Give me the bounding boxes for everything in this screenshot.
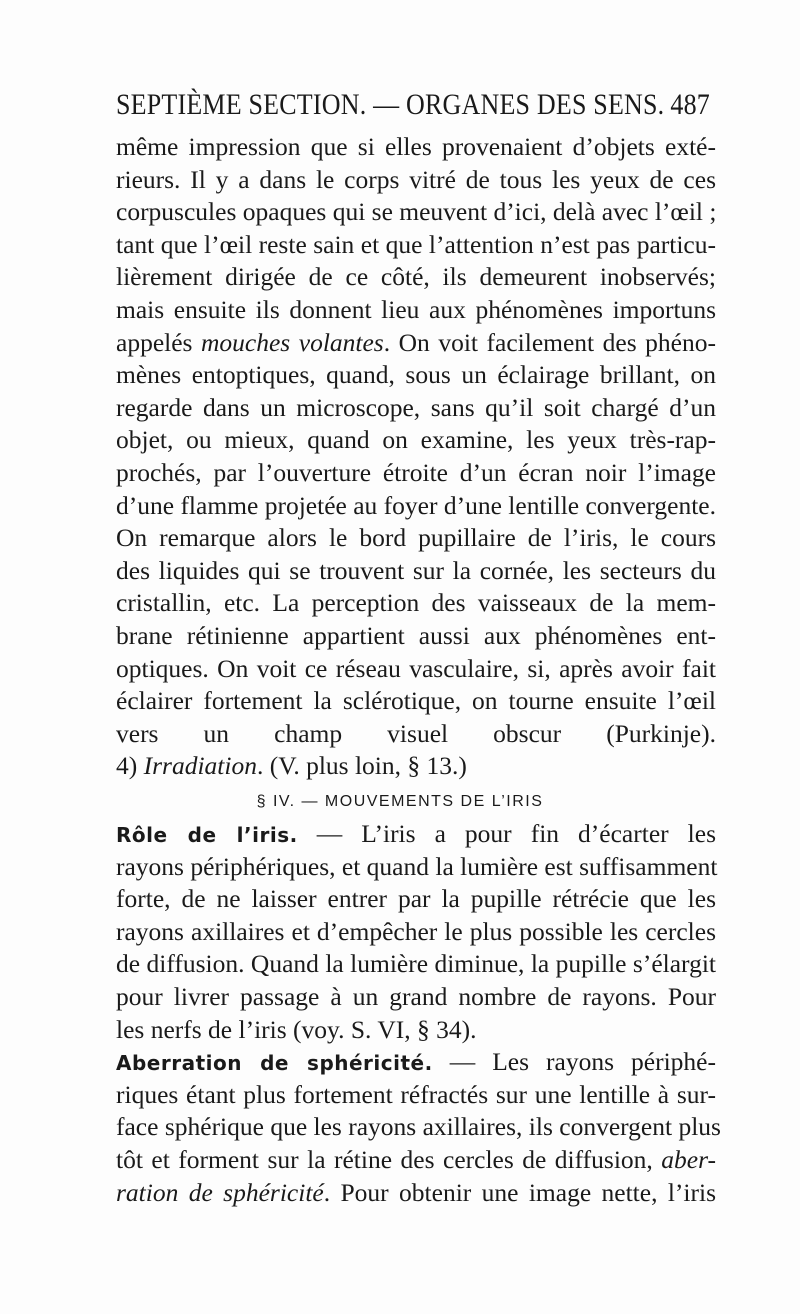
text-line: même impression que si elles provenaient d’objets exté- bbox=[116, 132, 716, 161]
run-in-heading: Rôle de l’iris. bbox=[116, 823, 298, 847]
text-line: éclairer fortement la sclérotique, on tourne ensuite l’œil bbox=[116, 686, 716, 716]
text-line: appelés mouches volantes. On voit facilement des phéno- bbox=[116, 327, 716, 357]
text-line: objet, ou mieux, quand on examine, les yeux très-rap- bbox=[116, 425, 716, 455]
aberration-lines bbox=[116, 1046, 721, 1209]
text-line: Aberration de sphéricité. — Les rayons périphé- bbox=[116, 1047, 716, 1077]
text-line: rieurs. Il y a dans le corps vitré de tous les yeux de ces bbox=[116, 164, 716, 194]
text-line: optiques. On voit ce réseau vasculaire, si, après avoir fait bbox=[116, 653, 716, 683]
paragraph-lines bbox=[116, 131, 716, 750]
text-line: ration de sphéricité. Pour obtenir une image nette, l’iris bbox=[116, 1177, 717, 1207]
page-number: 487 bbox=[670, 88, 710, 121]
text-line: de diffusion. Quand la lumière diminue, la pupille s’élargit bbox=[116, 949, 716, 979]
text-line: face sphérique que les rayons axillaires, ils convergent plus bbox=[116, 1112, 721, 1142]
text-line: mènes entoptiques, quand, sous un éclairage brillant, on bbox=[116, 360, 716, 390]
text-line: vers un champ visuel obscur (Purkinje). bbox=[116, 718, 716, 748]
text-line: forte, de ne laisser entrer par la pupille rétrécie que les bbox=[116, 884, 716, 914]
text-line: mais ensuite ils donnent lieu aux phénomènes importuns bbox=[116, 294, 716, 324]
item-reference: . (V. plus loin, § 13.) bbox=[256, 751, 467, 781]
text-line: rayons axillaires et d’empêcher le plus possible les cercles bbox=[116, 916, 716, 946]
text-line: riques étant plus fortement réfractés sur une lentille à sur- bbox=[116, 1079, 716, 1109]
text-line: corpuscules opaques qui se meuvent d’ici, delà avec l’œil ; bbox=[116, 197, 717, 227]
text-line: brane rétinienne appartient aussi aux phénomènes ent- bbox=[116, 620, 716, 650]
text-line: Rôle de l’iris. — L’iris a pour fin d’écarter les bbox=[116, 819, 716, 848]
run-in-heading: Aberration de sphéricité. bbox=[116, 1051, 433, 1076]
section-heading: § IV. — MOUVEMENTS DE L’IRIS bbox=[256, 793, 544, 810]
item-title: Irradiation bbox=[143, 751, 257, 781]
text-line: lièrement dirigée de ce côté, ils demeurent inobservés; bbox=[116, 262, 716, 292]
header-title: SEPTIÈME SECTION. — ORGANES DES SENS. bbox=[116, 88, 665, 121]
running-header bbox=[116, 88, 710, 126]
iris-lines bbox=[116, 818, 716, 1046]
text-line: les nerfs de l’iris (voy. S. VI, § 34). bbox=[116, 1014, 477, 1044]
item-irradiation bbox=[116, 750, 716, 783]
text-line: rayons périphériques, et quand la lumière est suffisamment bbox=[116, 851, 718, 881]
text-line: prochés, par l’ouverture étroite d’un écran noir l’image bbox=[116, 457, 716, 487]
text-line: tant que l’œil reste sain et que l’attention n’est pas particu- bbox=[116, 229, 716, 259]
paragraph-iris bbox=[116, 818, 721, 1209]
text-line: regarde dans un microscope, sans qu’il soit chargé d’un bbox=[116, 392, 716, 422]
text-line: des liquides qui se trouvent sur la cornée, les secteurs du bbox=[116, 555, 716, 585]
item-number: 4) bbox=[116, 751, 144, 781]
text-line: pour livrer passage à un grand nombre de rayons. Pour bbox=[116, 981, 716, 1011]
text-line: tôt et forment sur la rétine des cercles de diffusion, aber- bbox=[116, 1144, 716, 1174]
text-line: cristallin, etc. La perception des vaisseaux de la mem- bbox=[116, 588, 716, 618]
text-line: On remarque alors le bord pupillaire de l’iris, le cours bbox=[116, 523, 716, 553]
text-line: d’une flamme projetée au foyer d’une lentille convergente. bbox=[116, 490, 716, 520]
paragraph-entoptic bbox=[116, 131, 716, 783]
